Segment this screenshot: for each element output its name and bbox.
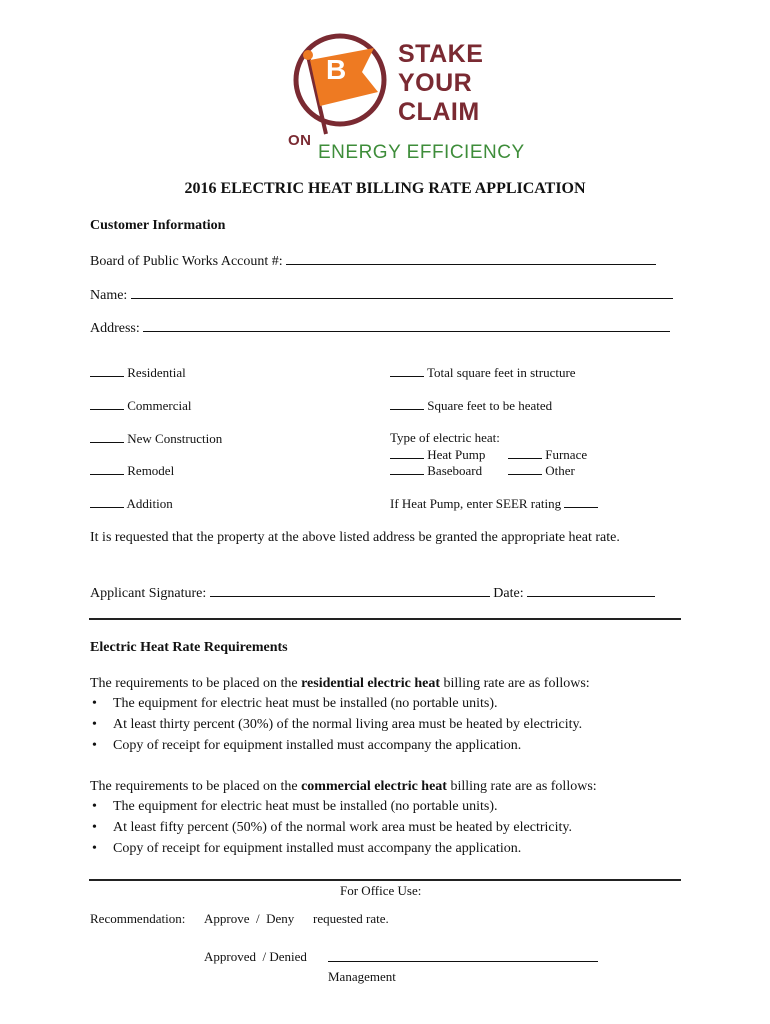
residential-intro — [90, 676, 590, 692]
option-label: Residential — [127, 365, 186, 380]
applicant-signature-label: Applicant Signature: — [90, 586, 207, 601]
logo-line-stake: STAKE — [398, 40, 484, 68]
account-input-line[interactable] — [286, 252, 656, 265]
divider-top — [89, 618, 681, 620]
request-statement: It is requested that the property at the above listed address be granted the appropriate heat rate. — [90, 530, 620, 545]
list-item: • Copy of receipt for equipment installed must accompany the application. — [92, 841, 522, 856]
blank-line[interactable] — [90, 462, 124, 475]
residential-requirements-list — [90, 693, 582, 756]
option-heat-pump[interactable] — [390, 446, 485, 463]
page-title: 2016 ELECTRIC HEAT BILLING RATE APPLICATION — [184, 180, 586, 197]
commercial-requirements-list — [90, 796, 572, 859]
option-baseboard[interactable] — [390, 462, 482, 479]
name-input-line[interactable] — [131, 286, 673, 299]
blank-line[interactable] — [390, 364, 424, 377]
office-use-heading: For Office Use: — [340, 883, 422, 898]
seer-field[interactable] — [390, 495, 598, 512]
option-label: Baseboard — [427, 463, 483, 478]
intro-post: billing rate are as follows: — [446, 779, 597, 794]
option-label: Total square feet in structure — [427, 365, 576, 380]
list-item: • Copy of receipt for equipment installed must accompany the application. — [92, 738, 522, 753]
option-label: Other — [545, 463, 575, 478]
seer-input-line[interactable] — [564, 495, 598, 508]
blank-line[interactable] — [390, 462, 424, 475]
address-label: Address: — [90, 321, 140, 336]
option-label: Addition — [126, 496, 173, 511]
blank-line[interactable] — [508, 446, 542, 459]
list-item-text: Copy of receipt for equipment installed must accompany the application. — [113, 841, 522, 856]
option-furnace[interactable] — [508, 446, 587, 463]
blank-line[interactable] — [90, 430, 124, 443]
heat-type-label: Type of electric heat: — [390, 430, 500, 445]
name-field[interactable] — [90, 286, 673, 304]
address-field[interactable] — [90, 319, 670, 337]
option-remodel[interactable] — [90, 462, 174, 479]
intro-bold: commercial electric heat — [301, 779, 447, 794]
option-label: Furnace — [545, 447, 588, 462]
list-item-text: Copy of receipt for equipment installed must accompany the application. — [113, 738, 522, 753]
option-other[interactable] — [508, 462, 575, 479]
commercial-intro — [90, 779, 597, 795]
blank-line[interactable] — [390, 397, 424, 410]
signature-input-line[interactable] — [210, 584, 490, 597]
list-item-text: The equipment for electric heat must be installed (no portable units). — [113, 799, 498, 814]
option-label: Remodel — [127, 463, 175, 478]
logo-energy-efficiency: ENERGY EFFICIENCY — [318, 142, 525, 163]
option-label: Heat Pump — [427, 447, 486, 462]
divider-bottom — [89, 879, 681, 881]
logo-badge-letter: B — [326, 54, 347, 85]
blank-line[interactable] — [508, 462, 542, 475]
requirements-heading: Electric Heat Rate Requirements — [90, 640, 288, 655]
logo-on: ON — [288, 132, 312, 149]
option-label: Commercial — [127, 398, 192, 413]
blank-line[interactable] — [90, 495, 124, 508]
option-label: New Construction — [127, 431, 223, 446]
management-label: Management — [328, 969, 396, 984]
seer-label: If Heat Pump, enter SEER rating — [390, 496, 562, 511]
name-label: Name: — [90, 288, 128, 303]
intro-pre: The requirements to be placed on the — [90, 676, 302, 691]
blank-line[interactable] — [90, 397, 124, 410]
account-label: Board of Public Works Account #: — [90, 254, 283, 269]
blank-line[interactable] — [390, 446, 424, 459]
intro-pre: The requirements to be placed on the — [90, 779, 302, 794]
logo-line-claim: CLAIM — [398, 98, 480, 126]
list-item-text: The equipment for electric heat must be installed (no portable units). — [113, 696, 498, 711]
requested-rate-text: requested rate. — [313, 911, 389, 926]
account-field[interactable] — [90, 252, 656, 270]
stake-your-claim-logo — [282, 28, 525, 168]
intro-bold: residential electric heat — [301, 676, 441, 691]
address-input-line[interactable] — [143, 319, 670, 332]
option-new-construction[interactable] — [90, 430, 222, 447]
date-label: Date: — [493, 586, 524, 601]
list-item: • The equipment for electric heat must be installed (no portable units). — [92, 799, 498, 814]
blank-line[interactable] — [90, 364, 124, 377]
list-item: • At least fifty percent (50%) of the normal work area must be heated by electricity. — [92, 820, 572, 835]
option-heated-sqft[interactable] — [390, 397, 552, 414]
option-residential[interactable] — [90, 364, 186, 381]
list-item: • The equipment for electric heat must be installed (no portable units). — [92, 696, 498, 711]
date-input-line[interactable] — [527, 584, 655, 597]
option-label: Square feet to be heated — [427, 398, 553, 413]
recommendation-label: Recommendation: — [90, 911, 186, 926]
list-item-text: At least thirty percent (30%) of the normal living area must be heated by electricity. — [113, 717, 583, 732]
list-item-text: At least fifty percent (50%) of the normal work area must be heated by electricity. — [113, 820, 572, 835]
approved-denied-options[interactable]: Approved / Denied — [204, 949, 307, 964]
customer-info-heading: Customer Information — [90, 218, 226, 233]
intro-post: billing rate are as follows: — [440, 676, 590, 691]
list-item: • At least thirty percent (30%) of the normal living area must be heated by electricity. — [92, 717, 583, 732]
option-commercial[interactable] — [90, 397, 192, 414]
logo-line-your: YOUR — [398, 69, 473, 97]
signature-field[interactable] — [90, 584, 655, 602]
option-total-sqft[interactable] — [390, 364, 576, 381]
management-signature-line[interactable] — [328, 961, 598, 962]
approve-deny-options[interactable]: Approve / Deny — [204, 911, 295, 926]
option-addition[interactable] — [90, 495, 173, 512]
